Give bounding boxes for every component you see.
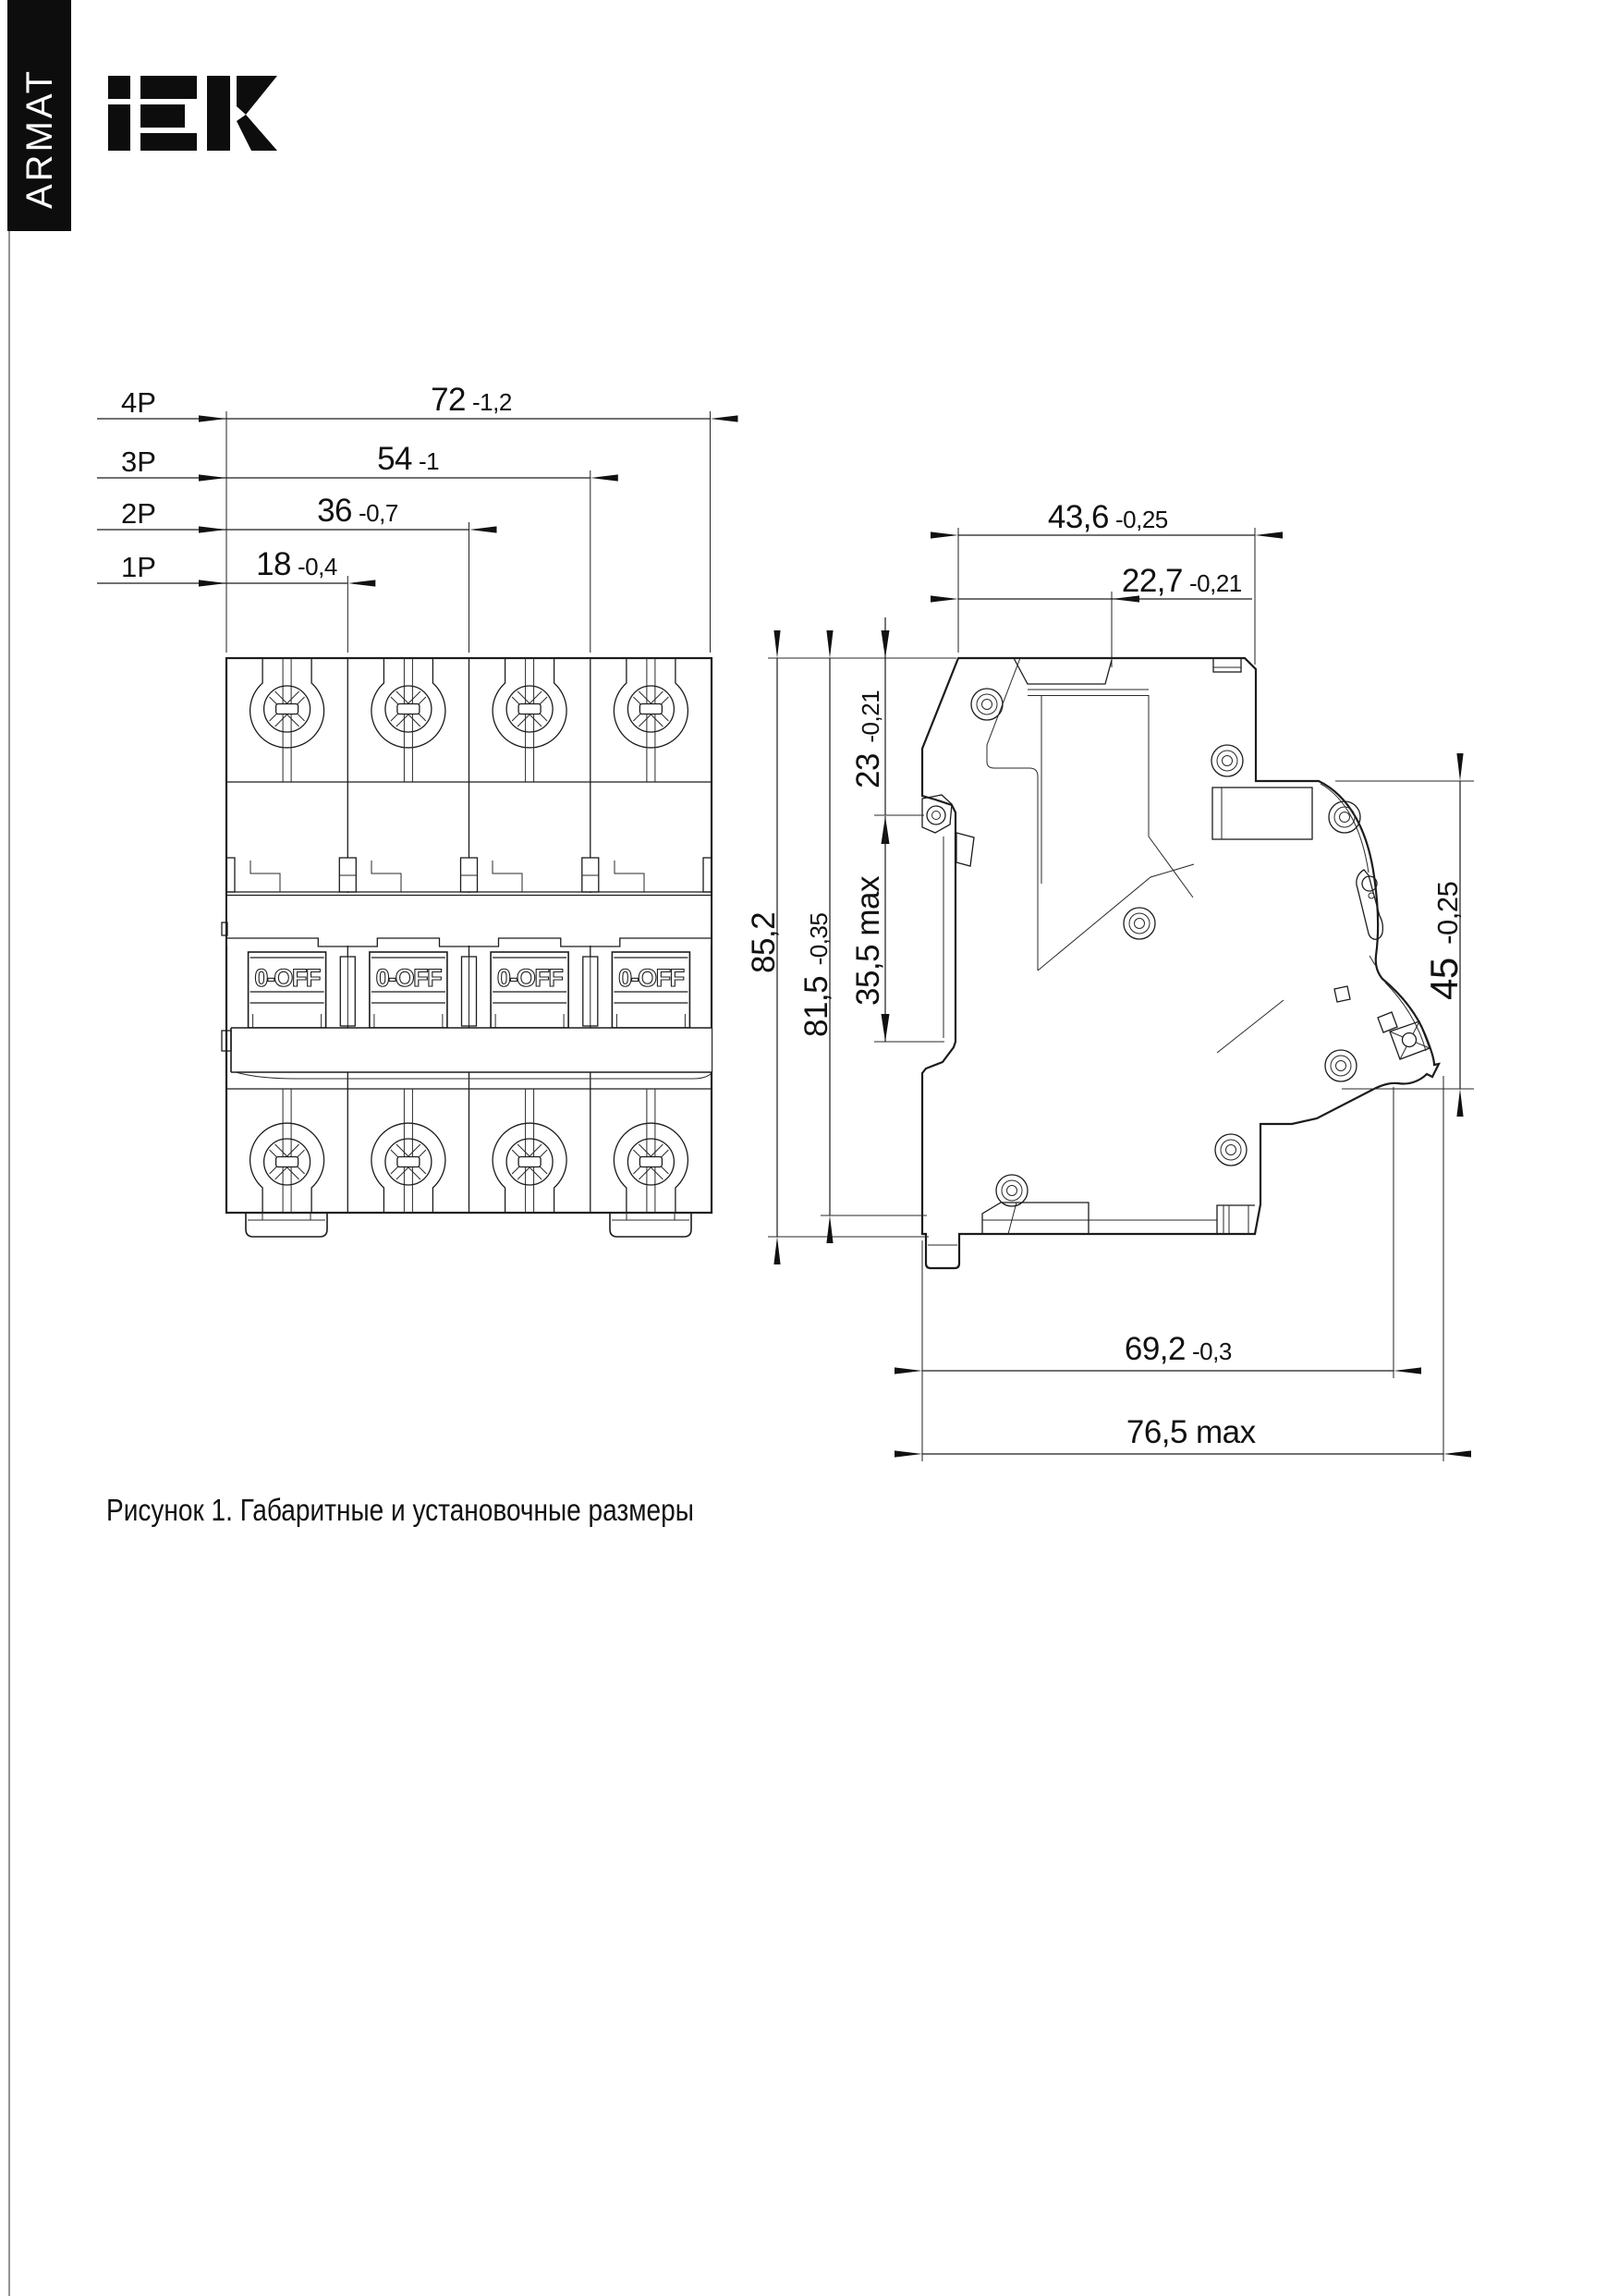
iek-logo bbox=[108, 76, 277, 151]
toggle-label-4: 0-OFF bbox=[618, 964, 684, 992]
din-feet bbox=[246, 1213, 691, 1237]
dim-36-value: 36 bbox=[317, 493, 352, 529]
upper-bar bbox=[226, 893, 712, 946]
dim-72-tolerance: -1,2 bbox=[472, 388, 512, 416]
breaker-side-outline bbox=[922, 658, 1439, 1268]
dim-36-tolerance: -0,7 bbox=[359, 499, 398, 527]
dim-43-6-tolerance: -0,25 bbox=[1115, 506, 1168, 533]
toggle-handles bbox=[249, 952, 690, 1028]
dim-54-tolerance: -1 bbox=[419, 447, 440, 475]
dim-22-7-value: 22,7 bbox=[1121, 563, 1183, 599]
dim-23: 23 -0,21 bbox=[850, 690, 886, 788]
pole-label-2p: 2P bbox=[121, 497, 156, 530]
toggle-label-3: 0-OFF bbox=[496, 964, 563, 992]
dim-81-5: 81,5 -0,35 bbox=[798, 912, 834, 1037]
dim-18-tolerance: -0,4 bbox=[298, 553, 337, 580]
dim-43-6-value: 43,6 bbox=[1047, 499, 1109, 535]
dim-18-value: 18 bbox=[256, 546, 291, 582]
toggle-label-2: 0-OFF bbox=[375, 964, 442, 992]
dim-76-5-suffix: max bbox=[1196, 1414, 1256, 1450]
dim-45: 45 -0,25 bbox=[1422, 881, 1466, 1000]
figure-caption: Рисунок 1. Габаритные и установочные размеры bbox=[106, 1493, 694, 1528]
pole-label-4p: 4P bbox=[121, 386, 156, 419]
front-view bbox=[222, 658, 712, 1237]
dim-69-2-tolerance: -0,3 bbox=[1192, 1337, 1232, 1365]
front-view-dimensions bbox=[97, 382, 711, 653]
dim-69-2-value: 69,2 bbox=[1124, 1331, 1186, 1367]
pole-label-3p: 3P bbox=[121, 446, 156, 478]
dim-35-5-max: 35,5 max bbox=[850, 876, 886, 1006]
toggle-label-1: 0-OFF bbox=[254, 964, 320, 992]
pole-label-1p: 1P bbox=[121, 551, 156, 583]
brand-sidebar-label: ARMAT bbox=[19, 67, 60, 209]
side-view bbox=[922, 658, 1439, 1268]
dim-72-value: 72 bbox=[431, 382, 466, 418]
brand-sidebar bbox=[7, 0, 71, 2296]
dim-76-5-value: 76,5 bbox=[1126, 1414, 1187, 1450]
dim-22-7-tolerance: -0,21 bbox=[1189, 569, 1242, 597]
dim-85-2-value: 85,2 bbox=[746, 911, 782, 973]
dim-54-value: 54 bbox=[377, 441, 412, 477]
